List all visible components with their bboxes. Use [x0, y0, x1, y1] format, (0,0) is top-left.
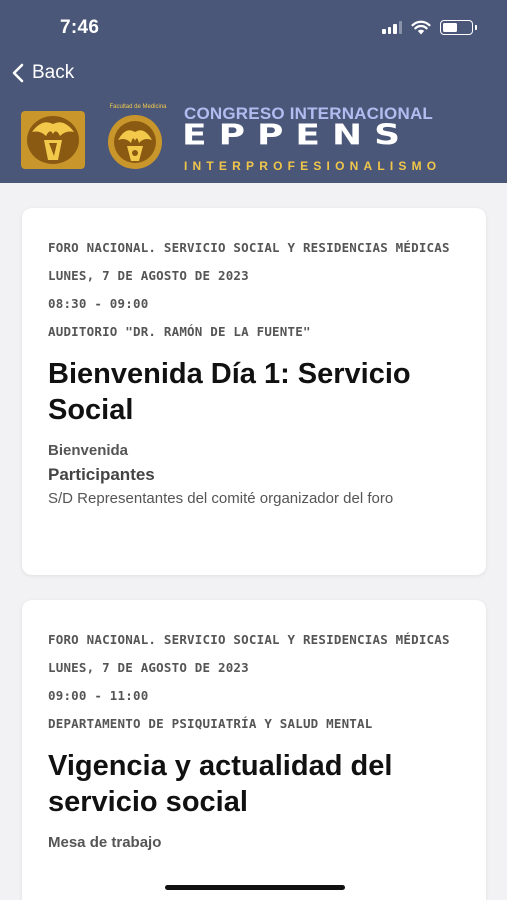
event-date: LUNES, 7 DE AGOSTO DE 2023 [48, 660, 249, 675]
participants-label: Participantes [48, 465, 155, 484]
event-forum: FORO NACIONAL. SERVICIO SOCIAL Y RESIDENCIAS MÉDICAS [48, 240, 450, 255]
event-type: Bienvenida [48, 442, 129, 459]
participants-text: S/D Representantes del comité organizador del foro [48, 490, 394, 507]
event-location: DEPARTAMENTO DE PSIQUIATRÍA Y SALUD MENTAL [48, 716, 373, 731]
event-location: AUDITORIO "DR. RAMÓN DE LA FUENTE" [48, 324, 311, 339]
cellular-signal-icon [382, 21, 402, 34]
status-icons [382, 20, 473, 35]
congress-banner [18, 104, 490, 176]
event-title: Bienvenida Día 1: Servicio Social [48, 358, 411, 426]
back-button[interactable] [12, 62, 74, 84]
event-title: Vigencia y actualidad del servicio social [48, 750, 393, 818]
seal-caption: Facultad de Medicina [109, 104, 167, 110]
battery-icon [440, 20, 473, 35]
event-type: Mesa de trabajo [48, 834, 162, 851]
unam-seal-logo [20, 110, 86, 170]
event-card[interactable] [22, 600, 486, 900]
back-label: Back [32, 62, 75, 83]
status-bar [0, 0, 507, 52]
faculty-seal-logo [102, 110, 168, 170]
banner-wordmark: EPPENS [182, 119, 413, 152]
event-time: 08:30 - 09:00 [48, 296, 149, 311]
home-indicator[interactable] [165, 885, 345, 890]
banner-title: CONGRESO INTERNACIONAL [184, 104, 434, 123]
status-time: 7:46 [60, 17, 100, 38]
banner-subtitle: INTERPROFESIONALISMO [184, 159, 442, 173]
app-header [0, 0, 507, 183]
wifi-icon [411, 20, 431, 35]
chevron-left-icon [12, 63, 24, 83]
event-forum: FORO NACIONAL. SERVICIO SOCIAL Y RESIDENCIAS MÉDICAS [48, 632, 450, 647]
event-date: LUNES, 7 DE AGOSTO DE 2023 [48, 268, 249, 283]
event-time: 09:00 - 11:00 [48, 688, 149, 703]
event-card[interactable] [22, 208, 486, 575]
